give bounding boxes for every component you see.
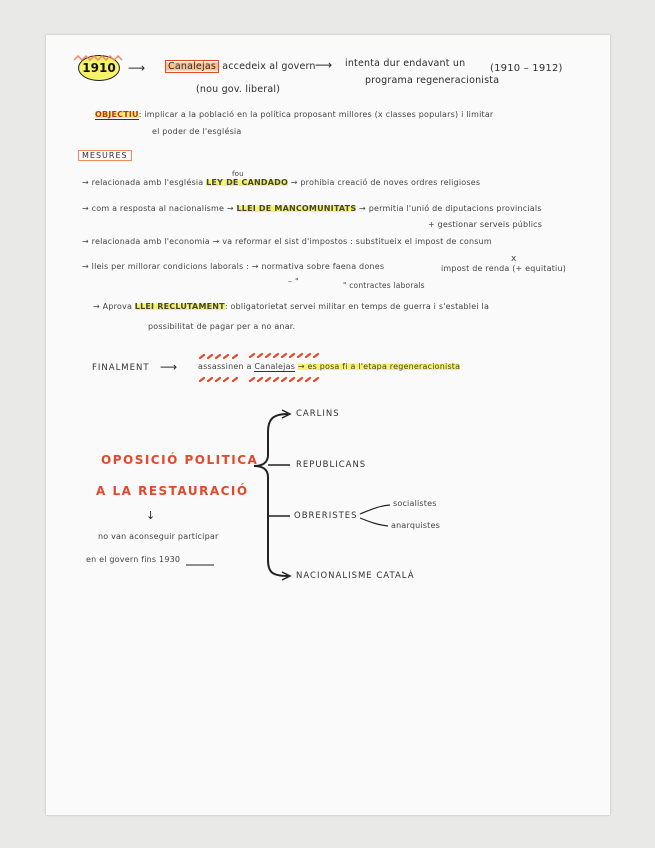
- mesura-pre: → relacionada amb l'església: [82, 178, 204, 187]
- brace: [254, 414, 288, 576]
- branch-nacionalisme: NACIONALISME CATALÀ: [296, 571, 415, 581]
- finalment-label: FINALMENT: [92, 363, 150, 373]
- oposicio-note-1: no van aconseguir participar: [98, 532, 219, 541]
- down-arrow-icon: ↓: [146, 509, 156, 522]
- mesura-post: : obligatorietat servei militar en temps de guerra i s'establei la: [224, 302, 490, 311]
- objectiu-label: OBJECTIU: [95, 110, 139, 119]
- intenta-text: intenta dur endavant un: [345, 58, 466, 69]
- sub-branch-anarquistes: anarquistes: [391, 521, 440, 530]
- finalment-canalejas: Canalejas: [254, 362, 296, 371]
- finalment-text-2: → es posa fi a l'etapa regeneracionista: [297, 362, 461, 371]
- year-badge: 1910: [78, 55, 120, 81]
- mesura-item: → relacionada amb l'economia → va reformar el sist d'impostos : substitueix el impost de consum: [82, 237, 492, 246]
- period-text: (1910 – 1912): [490, 63, 563, 74]
- split-line: [360, 505, 390, 514]
- mesura-mid: impost de renda (+ equitatiu): [441, 264, 567, 273]
- mesura-sub: + gestionar serveis públics: [428, 220, 543, 229]
- sub-branch-socialistes: socialistes: [393, 499, 437, 508]
- finalment-text-1: assassinen a: [198, 362, 252, 371]
- badge-zigzag: [74, 56, 122, 60]
- mesura-post: → permitia l'unió de diputacions provincials: [359, 204, 542, 213]
- mesura-line-2: possibilitat de pagar per a no anar.: [148, 322, 296, 331]
- branch-obreristes: OBRERISTES: [294, 511, 358, 521]
- emphasis-dashes: [200, 354, 318, 381]
- objectiu-text-1: : implicar a la població en la política proposant millores (x classes populars) i limitar: [138, 110, 494, 119]
- mesura-pre: → lleis per millorar condicions laborals : → normativa sobre faena dones: [82, 262, 385, 271]
- mesura-pre: → Aprova: [93, 302, 133, 311]
- split-line: [360, 518, 388, 526]
- x-mark: x: [511, 254, 517, 264]
- oposicio-note-2: en el govern fins 1930: [86, 555, 181, 564]
- oposicio-title-2: A LA RESTAURACIÓ: [96, 484, 249, 498]
- mesura-pre: → com a resposta al nacionalisme →: [82, 204, 234, 213]
- mesures-label: MESURES: [78, 150, 132, 161]
- nou-gov-text: (nou gov. liberal): [196, 84, 281, 95]
- arrow-icon: ⟶: [160, 360, 178, 374]
- mesura-post: → prohibia creació de noves ordres religioses: [290, 178, 481, 187]
- canalejas-name: Canalejas: [165, 60, 219, 73]
- programa-text: programa regeneracionista: [365, 75, 500, 86]
- mesura-sub: " contractes laborals: [343, 281, 425, 290]
- mesura-key: LLEI DE MANCOMUNITATS: [236, 204, 357, 213]
- arrow-icon: ⟶: [128, 61, 146, 75]
- branch-republicans: REPUBLICANS: [296, 460, 367, 470]
- objectiu-text-2: el poder de l'església: [152, 127, 242, 136]
- mesura-sub: – ": [288, 277, 299, 286]
- mesura-key: LLEI RECLUTAMENT: [134, 302, 225, 311]
- fou-label: fou: [232, 170, 244, 178]
- branch-carlins: CARLINS: [296, 409, 340, 419]
- oposicio-title-1: OPOSICIÓ POLITICA: [101, 453, 259, 467]
- accedeix-text: accedeix al govern: [222, 61, 316, 72]
- mesura-key: LEY DE CANDADO: [206, 178, 288, 187]
- arrow-icon: ⟶: [315, 58, 333, 72]
